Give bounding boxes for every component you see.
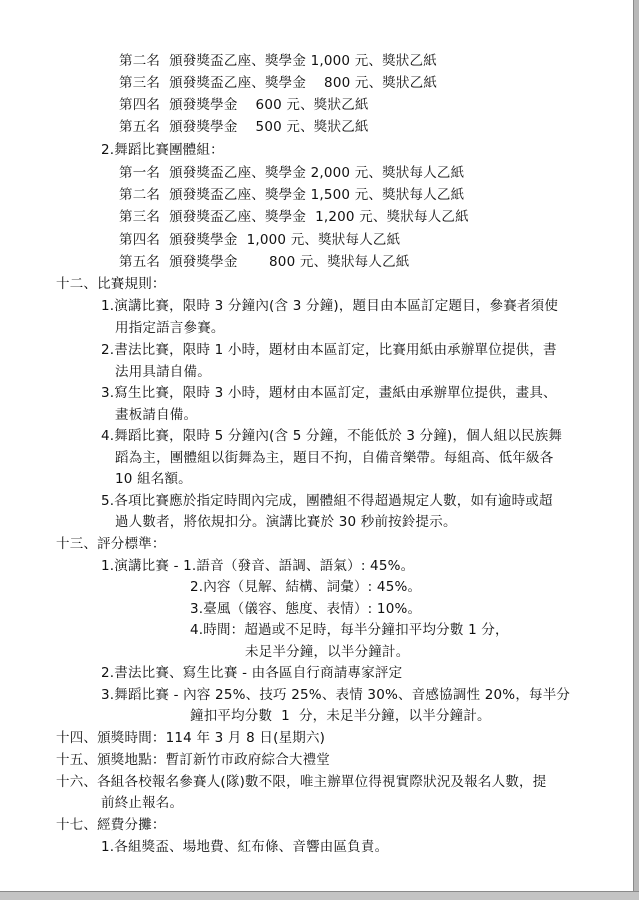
rule-line: 法用具請自備。: [115, 364, 211, 380]
prize-line: 第四名 頒發獎學金 600 元、獎狀乙紙: [119, 97, 369, 113]
scoring-line: 2.內容（見解、結構、詞彙）: 45%。: [190, 579, 422, 595]
section-heading: 十五、頒獎地點：暫訂新竹市政府綜合大禮堂: [56, 752, 330, 768]
prize-line: 第二名 頒發獎盃乙座、獎學金 1,000 元、獎狀乙紙: [119, 53, 437, 69]
rule-line: 用指定語言參賽。: [115, 320, 225, 336]
prize-line: 第二名 頒發獎盃乙座、獎學金 1,500 元、獎狀每人乙紙: [119, 187, 465, 203]
section-text: 1.各組獎盃、場地費、紅布條、音響由區負責。: [101, 839, 389, 855]
scoring-line: 4.時間：超過或不足時，每半分鐘扣平均分數 1 分，: [190, 622, 509, 638]
rule-line: 10 組名額。: [115, 471, 192, 487]
rule-line: 5.各項比賽應於指定時間內完成，團體組不得超過規定人數，如有逾時或超: [101, 493, 553, 509]
page-edge-right: [633, 0, 639, 900]
dance-team-heading: 2.舞蹈比賽團體組：: [101, 142, 224, 158]
section-heading: 十七、經費分攤：: [56, 817, 166, 833]
scoring-line: 鐘扣平均分數 1 分，未足半分鐘，以半分鐘計。: [190, 708, 491, 724]
scoring-line: 1.演講比賽 - 1.語音（發音、語調、語氣）: 45%。: [101, 558, 415, 574]
rule-line: 過人數者，將依規扣分。演講比賽於 30 秒前按鈴提示。: [115, 514, 457, 530]
rule-line: 4.舞蹈比賽，限時 5 分鐘內(含 5 分鐘，不能低於 3 分鐘)，個人組以民族舞: [101, 428, 563, 444]
rule-line: 蹈為主，團體組以街舞為主，題目不拘，自備音樂帶。每組高、低年級各: [115, 450, 554, 466]
scoring-line: 3.臺風（儀容、態度、表情）: 10%。: [190, 601, 422, 617]
rule-line: 3.寫生比賽，限時 3 小時，題材由本區訂定，畫紙由承辦單位提供，畫具、: [101, 385, 557, 401]
prize-line: 第三名 頒發獎盃乙座、獎學金 800 元、獎狀乙紙: [119, 75, 438, 91]
section-heading: 十六、各組各校報名參賽人(隊)數不限，唯主辦單位得視實際狀況及報名人數，提: [56, 774, 547, 790]
section-heading: 十四、頒獎時間：114 年 3 月 8 日(星期六): [56, 730, 326, 746]
rule-line: 1.演講比賽，限時 3 分鐘內(含 3 分鐘)，題目由本區訂定題目，參賽者須使: [101, 298, 559, 314]
scoring-line: 2.書法比賽、寫生比賽 - 由各區自行商請專家評定: [101, 665, 403, 681]
prize-line: 第三名 頒發獎盃乙座、獎學金 1,200 元、獎狀每人乙紙: [119, 209, 469, 225]
section-text: 前終止報名。: [101, 795, 184, 811]
prize-line: 第五名 頒發獎學金 500 元、獎狀乙紙: [119, 119, 369, 135]
prize-line: 第一名 頒發獎盃乙座、獎學金 2,000 元、獎狀每人乙紙: [119, 165, 465, 181]
prize-line: 第五名 頒發獎學金 800 元、獎狀每人乙紙: [119, 254, 410, 270]
scoring-line: 未足半分鐘，以半分鐘計。: [245, 644, 410, 660]
page-edge-bottom: [0, 891, 639, 900]
rule-line: 2.書法比賽，限時 1 小時，題材由本區訂定，比賽用紙由承辦單位提供，書: [101, 342, 557, 358]
rule-line: 畫板請自備。: [115, 407, 198, 423]
section-heading: 十三、評分標準：: [56, 536, 166, 552]
prize-line: 第四名 頒發獎學金 1,000 元、獎狀每人乙紙: [119, 232, 401, 248]
section-heading: 十二、比賽規則：: [56, 276, 166, 292]
scoring-line: 3.舞蹈比賽 - 內容 25%、技巧 25%、表情 30%、音感協調性 20%，每半分: [101, 687, 571, 703]
